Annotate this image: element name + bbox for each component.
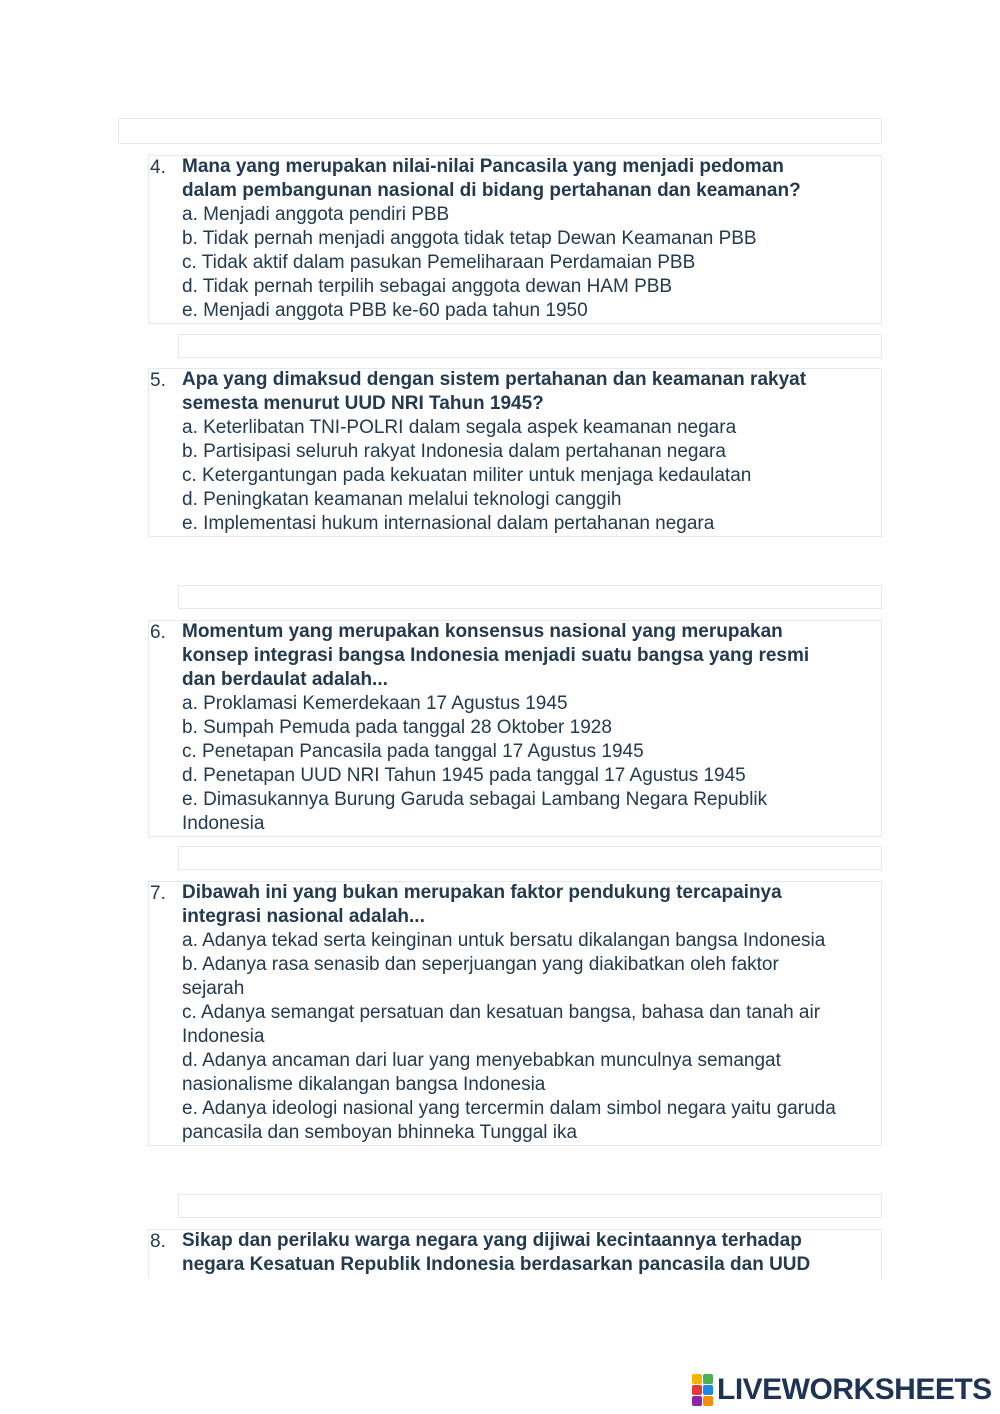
option-c[interactable]: c. Ketergantungan pada kekuatan militer untuk menjaga kedaulatan xyxy=(182,465,752,486)
option-a[interactable]: a. Menjadi anggota pendiri PBB xyxy=(182,204,450,225)
option-d[interactable]: d. Adanya ancaman dari luar yang menyebabkan munculnya semangat nasionalisme dikalangan bangsa Indonesia xyxy=(182,1050,781,1095)
question-text: Dibawah ini yang bukan merupakan faktor pendukung tercapainya integrasi nasional adalah... xyxy=(182,882,782,927)
answer-box-top[interactable] xyxy=(118,118,882,144)
answer-box-5[interactable] xyxy=(178,585,882,609)
question-number: 7. xyxy=(150,883,166,904)
option-d[interactable]: d. Penetapan UUD NRI Tahun 1945 pada tanggal 17 Agustus 1945 xyxy=(182,765,746,786)
option-e[interactable]: e. Adanya ideologi nasional yang tercermin dalam simbol negara yaitu garuda pancasila dan semboyan bhinneka Tunggal ika xyxy=(182,1098,836,1143)
option-e[interactable]: e. Dimasukannya Burung Garuda sebagai Lambang Negara Republik Indonesia xyxy=(182,789,768,834)
option-b[interactable]: b. Partisipasi seluruh rakyat Indonesia dalam pertahanan negara xyxy=(182,441,726,462)
logo-text: LIVEWORKSHEETS xyxy=(717,1373,992,1406)
liveworksheets-logo xyxy=(692,1372,992,1408)
option-a[interactable]: a. Proklamasi Kemerdekaan 17 Agustus 1945 xyxy=(182,693,568,714)
option-e[interactable]: e. Menjadi anggota PBB ke-60 pada tahun 1950 xyxy=(182,300,588,321)
question-text: Apa yang dimaksud dengan sistem pertahanan dan keamanan rakyat semesta menurut UUD NRI Tahun 1945? xyxy=(182,369,807,414)
question-4 xyxy=(182,155,882,323)
answer-box-6[interactable] xyxy=(178,846,882,870)
option-d[interactable]: d. Peningkatan keamanan melalui teknologi canggih xyxy=(182,489,622,510)
option-b[interactable]: b. Tidak pernah menjadi anggota tidak tetap Dewan Keamanan PBB xyxy=(182,228,757,249)
option-c[interactable]: c. Adanya semangat persatuan dan kesatuan bangsa, bahasa dan tanah air Indonesia xyxy=(182,1002,821,1047)
question-7 xyxy=(182,881,882,1145)
question-text: Sikap dan perilaku warga negara yang dijiwai kecintaannya terhadap negara Kesatuan Republik Indonesia berdasarkan pancasila dan UUD xyxy=(182,1230,811,1275)
option-a[interactable]: a. Adanya tekad serta keinginan untuk bersatu dikalangan bangsa Indonesia xyxy=(182,930,826,951)
question-number: 4. xyxy=(150,157,166,178)
answer-box-4[interactable] xyxy=(178,334,882,358)
option-c[interactable]: c. Tidak aktif dalam pasukan Pemeliharaan Perdamaian PBB xyxy=(182,252,696,273)
option-b[interactable]: b. Sumpah Pemuda pada tanggal 28 Oktober 1928 xyxy=(182,717,612,738)
question-8 xyxy=(182,1229,882,1277)
answer-box-7[interactable] xyxy=(178,1194,882,1218)
question-number: 5. xyxy=(150,370,166,391)
option-b[interactable]: b. Adanya rasa senasib dan seperjuangan yang diakibatkan oleh faktor sejarah xyxy=(182,954,779,999)
option-a[interactable]: a. Keterlibatan TNI-POLRI dalam segala aspek keamanan negara xyxy=(182,417,737,438)
question-6 xyxy=(182,620,882,836)
option-c[interactable]: c. Penetapan Pancasila pada tanggal 17 Agustus 1945 xyxy=(182,741,644,762)
question-number: 8. xyxy=(150,1231,166,1252)
option-e[interactable]: e. Implementasi hukum internasional dalam pertahanan negara xyxy=(182,513,715,534)
question-5 xyxy=(182,368,882,536)
question-number: 6. xyxy=(150,622,166,643)
logo-blocks-icon xyxy=(692,1374,714,1406)
option-d[interactable]: d. Tidak pernah terpilih sebagai anggota dewan HAM PBB xyxy=(182,276,673,297)
question-text: Mana yang merupakan nilai-nilai Pancasila yang menjadi pedoman dalam pembangunan nasional di bidang pertahanan dan keamanan? xyxy=(182,156,801,201)
question-text: Momentum yang merupakan konsensus nasional yang merupakan konsep integrasi bangsa Indonesia menjadi suatu bangsa yang resmi dan berdaulat adalah... xyxy=(182,621,810,690)
